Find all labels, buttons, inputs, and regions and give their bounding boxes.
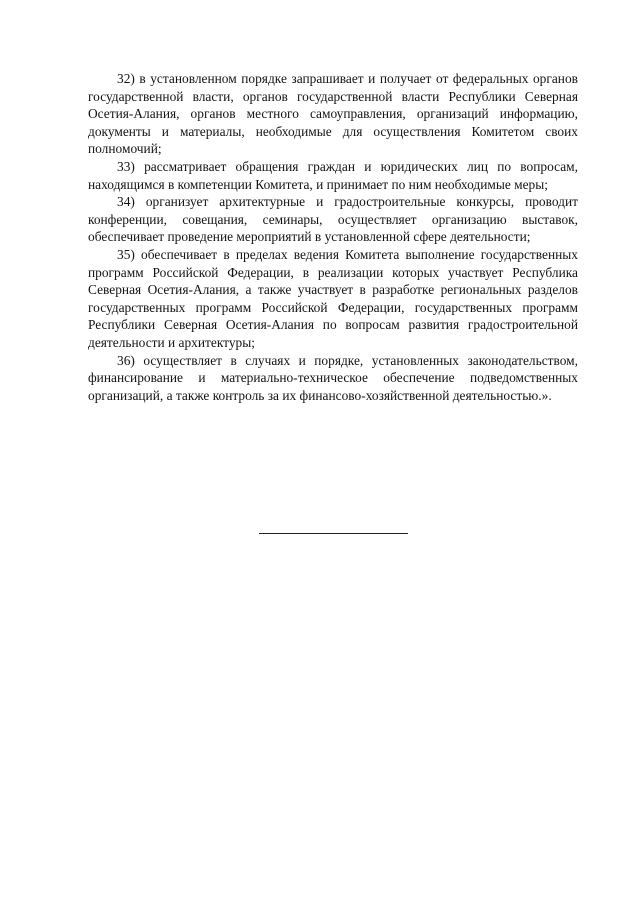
paragraph-item-35: 35) обеспечивает в пределах ведения Комитета выполнение государственных программ Российской Федерации, в реализации которых участвует Республика Северная Осетия-Алания, а также участвует в разработке региональных разделов государственных программ Российской Федерации, государственных программ Республики Северная Осетия-Алания по вопросам развития градостроительной деятельности и архитектуры; xyxy=(88,246,578,350)
paragraph-item-32: 32) в установленном порядке запрашивает и получает от федеральных органов государственной власти, органов государственной власти Республики Северная Осетия-Алания, органов местного самоуправления, организаций информацию, документы и материалы, необходимые для осуществления Комитетом своих полномочий; xyxy=(88,71,578,157)
paragraph-item-33: 33) рассматривает обращения граждан и юридических лиц по вопросам, находящимся в компетенции Комитета, и принимает по ним необходимые меры; xyxy=(88,158,578,192)
paragraph-item-36: 36) осуществляет в случаях и порядке, установленных законодательством, финансирование и материально-техническое обеспечение подведомственных организаций, а также контроль за их финансово-хозяйственной деятельностью.». xyxy=(88,352,578,403)
document-body xyxy=(88,70,578,404)
paragraph-item-34: 34) организует архитектурные и градостроительные конкурсы, проводит конференции, совещания, семинары, осуществляет организацию выставок, обеспечивает проведение мероприятий в установленной сфере деятельности; xyxy=(88,194,578,245)
end-divider-line xyxy=(259,533,408,534)
